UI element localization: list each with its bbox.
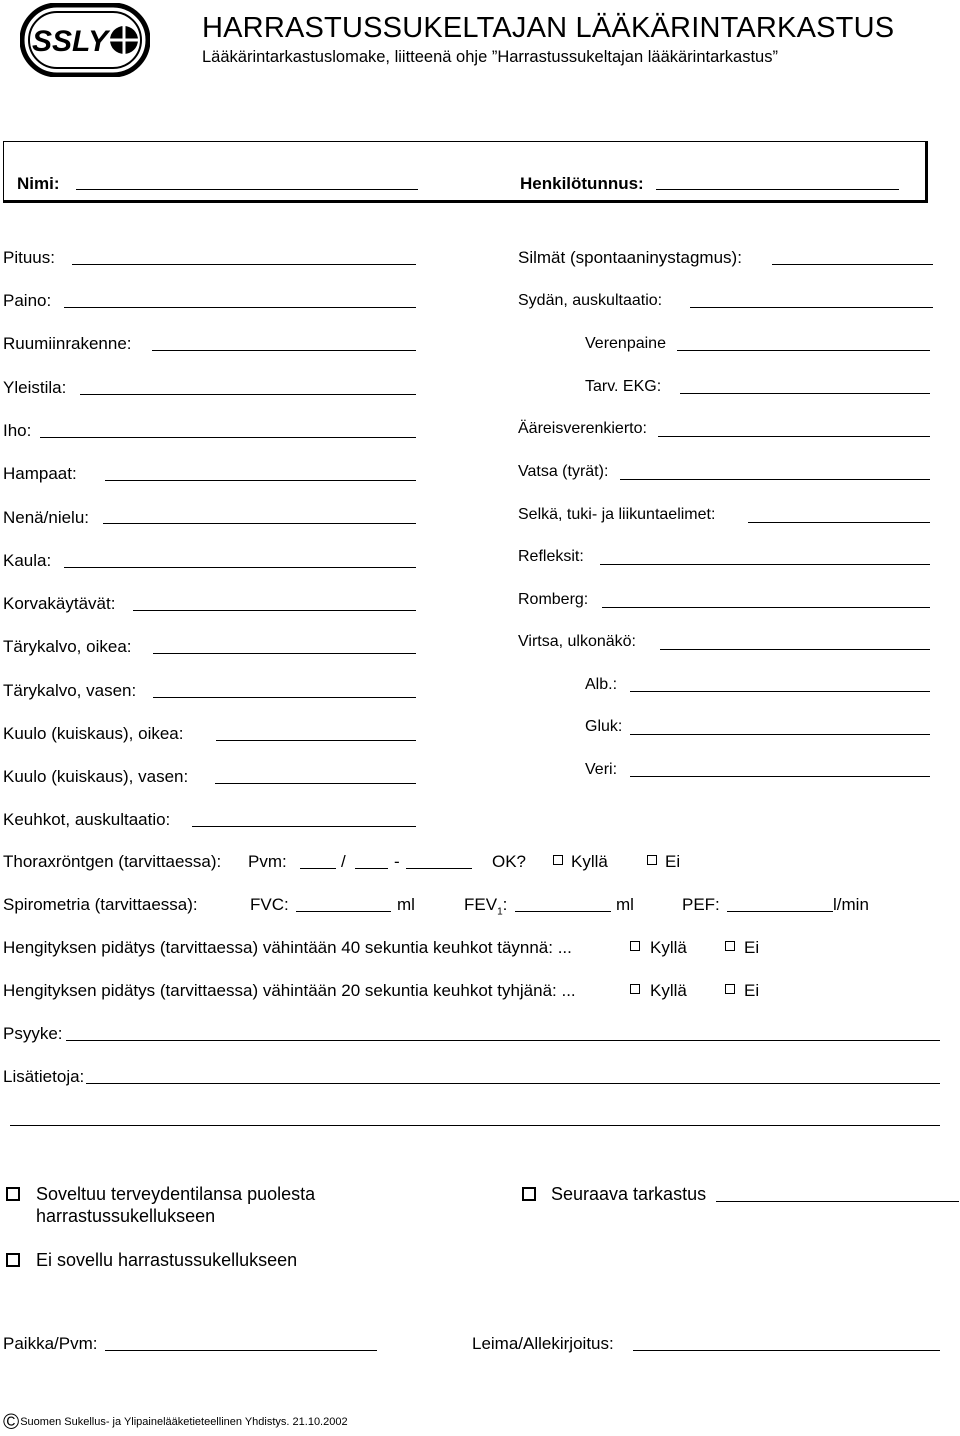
field-line[interactable]	[105, 480, 416, 481]
field-label: Gluk:	[585, 718, 623, 735]
logo-text: SSLY	[32, 25, 109, 58]
identity-box	[3, 141, 928, 203]
name-field[interactable]	[76, 189, 418, 190]
field-label: Silmät (spontaaninystagmus):	[518, 248, 742, 267]
field-label: Virtsa, ulkonäkö:	[518, 633, 636, 650]
field-line[interactable]	[680, 393, 930, 394]
thorax-day-field[interactable]	[300, 868, 336, 869]
field-label: Vatsa (tyrät):	[518, 463, 609, 480]
breath-full-no-label: Ei	[744, 938, 760, 957]
psyyke-field[interactable]	[66, 1040, 940, 1041]
fvc-label: FVC:	[250, 895, 289, 914]
field-line[interactable]	[677, 350, 930, 351]
field-label: Pituus:	[3, 248, 55, 267]
field-line[interactable]	[72, 264, 416, 265]
field-line[interactable]	[152, 350, 416, 351]
field-line[interactable]	[630, 691, 930, 692]
thorax-dash: -	[394, 852, 400, 871]
copyright-text: Suomen Sukellus- ja Ylipainelääketieteellinen Yhdistys. 21.10.2002	[20, 1416, 348, 1428]
field-label: Kuulo (kuiskaus), oikea:	[3, 724, 184, 743]
lisatietoja-field-2[interactable]	[10, 1125, 940, 1126]
breath-empty-no-label: Ei	[744, 981, 760, 1000]
thorax-yes-label: Kyllä	[571, 852, 608, 871]
stamp-sign-field[interactable]	[633, 1350, 940, 1351]
field-line[interactable]	[772, 264, 933, 265]
place-date-field[interactable]	[105, 1350, 377, 1351]
fvc-field[interactable]	[296, 911, 391, 912]
followup-checkbox[interactable]	[522, 1187, 536, 1201]
unfit-checkbox[interactable]	[6, 1253, 20, 1267]
thorax-pvm-label: Pvm:	[248, 852, 287, 871]
field-label: Alb.:	[585, 676, 618, 693]
ssn-field[interactable]	[656, 189, 899, 190]
field-label: Yleistila:	[3, 378, 67, 397]
field-label: Kaula:	[3, 551, 52, 570]
breath-full-yes-label: Kyllä	[650, 938, 687, 957]
field-label: Tärykalvo, vasen:	[3, 681, 137, 700]
field-label: Ruumiinrakenne:	[3, 334, 132, 353]
place-date-label: Paikka/Pvm:	[3, 1334, 98, 1353]
breath-full-no-checkbox[interactable]	[725, 941, 735, 951]
field-label: Hampaat:	[3, 464, 77, 483]
field-label: Paino:	[3, 291, 52, 310]
thorax-year-field[interactable]	[406, 868, 472, 869]
stamp-sign-label: Leima/Allekirjoitus:	[472, 1334, 614, 1353]
lisatietoja-label: Lisätietoja:	[3, 1067, 85, 1086]
field-line[interactable]	[690, 307, 933, 308]
fvc-unit: ml	[397, 895, 415, 914]
form-subtitle: Lääkärintarkastuslomake, liitteenä ohje ”Harrastussukeltajan lääkärintarkastus”	[202, 48, 778, 66]
copyright-icon: ©	[3, 1409, 20, 1434]
breath-empty-yes-label: Kyllä	[650, 981, 687, 1000]
field-line[interactable]	[80, 394, 416, 395]
field-label: Tärykalvo, oikea:	[3, 637, 132, 656]
field-line[interactable]	[64, 307, 416, 308]
spiro-label: Spirometria (tarvittaessa):	[3, 895, 198, 914]
field-label: Verenpaine	[585, 335, 666, 352]
field-label: Romberg:	[518, 591, 589, 608]
field-line[interactable]	[153, 697, 416, 698]
field-label: Refleksit:	[518, 548, 584, 565]
thorax-no-checkbox[interactable]	[647, 855, 657, 865]
field-label: Tarv. EKG:	[585, 378, 662, 395]
breath-empty-label: Hengityksen pidätys (tarvittaessa) vähintään 20 sekuntia keuhkot tyhjänä: ...	[3, 981, 576, 1000]
field-line[interactable]	[660, 649, 930, 650]
field-line[interactable]	[630, 734, 930, 735]
lisatietoja-field[interactable]	[86, 1083, 940, 1084]
fit-label-line1: Soveltuu terveydentilansa puolesta	[36, 1184, 316, 1204]
fev-label: $FEV_1$:	[464, 895, 508, 918]
field-line[interactable]	[215, 783, 416, 784]
breath-full-label: Hengityksen pidätys (tarvittaessa) vähintään 40 sekuntia keuhkot täynnä: ...	[3, 938, 572, 957]
thorax-slash: /	[341, 852, 346, 871]
field-label: Keuhkot, auskultaatio:	[3, 810, 171, 829]
psyyke-label: Psyyke:	[3, 1024, 63, 1043]
pef-label: PEF:	[682, 895, 720, 914]
field-label: Sydän, auskultaatio:	[518, 292, 663, 309]
pef-unit: l/min	[833, 895, 869, 914]
form-title: HARRASTUSSUKELTAJAN LÄÄKÄRINTARKASTUS	[202, 12, 895, 44]
followup-field[interactable]	[716, 1201, 959, 1202]
pef-field[interactable]	[727, 911, 833, 912]
thorax-ok-label: OK?	[492, 852, 527, 871]
breath-full-yes-checkbox[interactable]	[630, 941, 640, 951]
fit-label-line2: harrastussukellukseen	[36, 1206, 216, 1226]
field-label: Selkä, tuki- ja liikuntaelimet:	[518, 506, 716, 523]
ssn-label: Henkilötunnus:	[520, 174, 644, 193]
field-label: Kuulo (kuiskaus), vasen:	[3, 767, 189, 786]
fev-unit: ml	[616, 895, 634, 914]
unfit-label: Ei sovellu harrastussukellukseen	[36, 1250, 298, 1270]
thorax-month-field[interactable]	[355, 868, 388, 869]
thorax-no-label: Ei	[665, 852, 681, 871]
followup-label: Seuraava tarkastus	[551, 1184, 707, 1204]
breath-empty-no-checkbox[interactable]	[725, 984, 735, 994]
field-line[interactable]	[103, 523, 416, 524]
name-label: Nimi:	[17, 174, 60, 193]
field-line[interactable]	[602, 607, 930, 608]
field-label: Nenä/nielu:	[3, 508, 90, 527]
field-line[interactable]	[192, 826, 416, 827]
field-label: Korvakäytävät:	[3, 594, 116, 613]
ssly-logo	[20, 3, 150, 77]
field-line[interactable]	[658, 436, 930, 437]
field-line[interactable]	[64, 567, 416, 568]
field-line[interactable]	[748, 522, 930, 523]
field-label: Iho:	[3, 421, 32, 440]
field-line[interactable]	[216, 740, 416, 741]
field-label: Veri:	[585, 761, 618, 778]
field-line[interactable]	[620, 479, 930, 480]
field-line[interactable]	[153, 653, 416, 654]
field-line[interactable]	[630, 776, 930, 777]
fev-field[interactable]	[515, 911, 611, 912]
fit-checkbox[interactable]	[6, 1187, 20, 1201]
copyright-notice	[3, 1409, 348, 1434]
field-line[interactable]	[40, 437, 416, 438]
field-line[interactable]	[600, 564, 930, 565]
thorax-yes-checkbox[interactable]	[553, 855, 563, 865]
breath-empty-yes-checkbox[interactable]	[630, 984, 640, 994]
field-label: Ääreisverenkierto:	[518, 420, 647, 437]
thorax-label: Thoraxröntgen (tarvittaessa):	[3, 852, 222, 871]
field-line[interactable]	[133, 610, 416, 611]
